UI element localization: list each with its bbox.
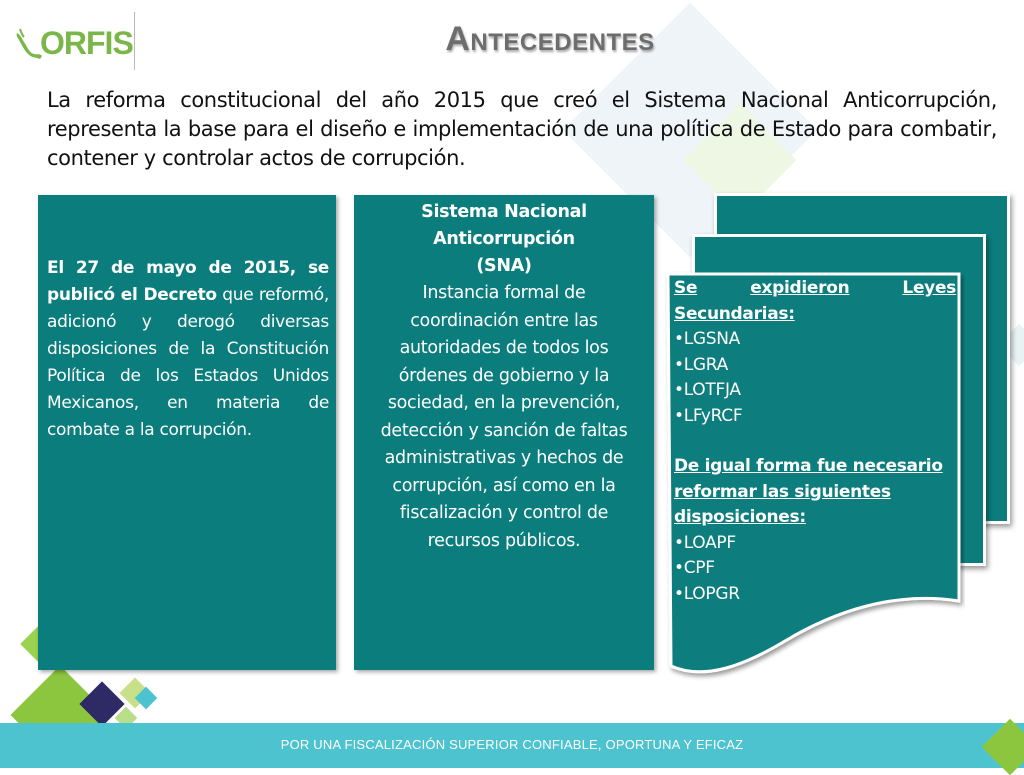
logo-divider: [134, 12, 135, 70]
leyes-heading-line2: Secundarias:: [674, 303, 795, 324]
leyes-document: [665, 271, 965, 701]
ley-item: •LGRA: [674, 354, 728, 375]
decreto-bold: El 27 de mayo de 2015, se publicó el Decreto: [47, 258, 329, 305]
disposicion-item: •LOPGR: [674, 583, 740, 604]
leyes-text: [674, 276, 956, 607]
decreto-text: [47, 255, 329, 444]
sna-panel: [354, 195, 654, 670]
disposicion-item: •LOAPF: [674, 532, 736, 553]
sna-heading-line3: (SNA): [476, 256, 532, 276]
intro-paragraph: La reforma constitucional del año 2015 que creó el Sistema Nacional Anticorrupción, representa la base para el diseño e implementación de una política de Estado para combatir, contener y controlar actos de corrupción.: [47, 88, 997, 170]
decreto-panel: [38, 195, 336, 670]
logo-text: ORFIS: [40, 24, 133, 61]
leyes-heading-line1: [674, 276, 956, 302]
sna-heading-line1: Sistema Nacional: [421, 202, 587, 222]
ley-item: •LOTFJA: [674, 380, 741, 400]
footer-slogan: POR UNA FISCALIZACIÓN SUPERIOR CONFIABLE, OPORTUNA Y EFICAZ: [280, 737, 744, 752]
sna-heading: [354, 199, 654, 280]
decreto-body: que reformó, adicionó y derogó diversas disposiciones de la Constitución Política de los Estados Unidos Mexicanos, en materia de combate a la corrupción.: [47, 285, 329, 440]
reform-heading: De igual forma fue necesario reformar las siguientes disposiciones:: [674, 456, 943, 527]
disposicion-item: •CPF: [674, 558, 715, 578]
sna-heading-line2: Anticorrupción: [433, 229, 575, 249]
ley-item: •LGSNA: [674, 329, 741, 349]
page-title: Antecedentes: [445, 20, 655, 58]
ley-item: •LFyRCF: [674, 405, 743, 426]
leyes-heading-word: Se: [674, 278, 698, 298]
orfis-logo: [14, 18, 136, 68]
leyes-heading-word: Leyes: [902, 278, 956, 298]
leyes-heading-word: expidieron: [750, 278, 850, 298]
sna-body: Instancia formal de coordinación entre las autoridades de todos los órdenes de gobierno y la sociedad, en la prevención, detección y sanción de faltas administrativas y hechos de corrupción, así como en la fiscalización y control de recursos públicos.: [380, 283, 628, 551]
footer-bar: [0, 723, 1024, 768]
